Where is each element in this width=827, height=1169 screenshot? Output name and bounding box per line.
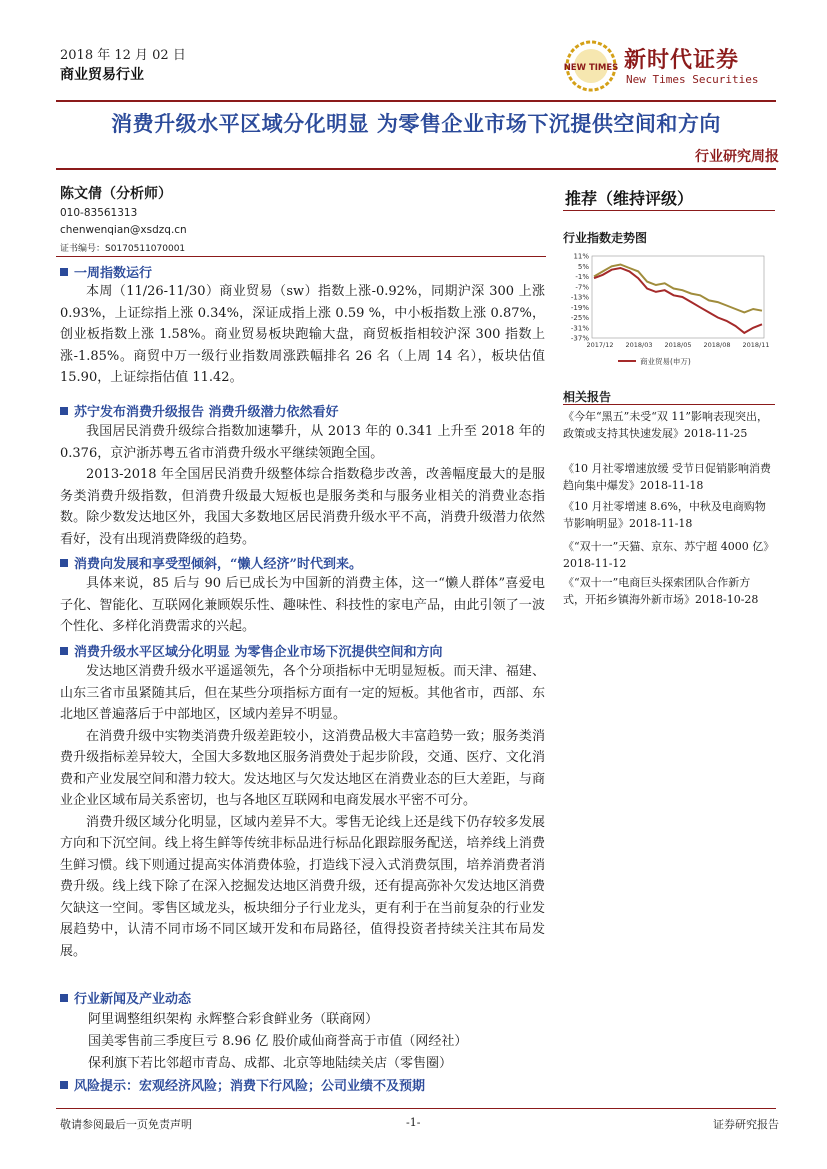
section-body: 具体来说，85 后与 90 后已成长为中国新的消费主体，这一“懒人群体”喜爱电子化、智能化、互联网化兼顾娱乐性、趣味性、科技性的家电产品，由此引领了一波个性化、多样化消费需求的兴起。 (60, 576, 545, 634)
analyst-phone: 010-83561313 (60, 207, 138, 219)
bullet-icon (60, 559, 68, 567)
company-logo (562, 40, 772, 92)
rating-rule (563, 210, 775, 211)
section-body: 发达地区消费升级水平遥遥领先，各个分项指标中无明显短板。而天津、福建、山东三省市虽紧随其后，但在某些分项指标方面有一定的短板。其他省市，西部、东北地区普遍落后于中部地区，区域内差异不明显。 在消费升级中实物类消费升级差距较小，这消费品极大丰富趋势一致；服务类消费升级指标差异较大，全国大多数地区服务消费处于起步阶段，交通、医疗、文化消费和产业发展空间和潜力较大。发达地区与欠发达地区在消费业态的巨大差距，与商业企业区域布局关系密切，也与各地区互联网和电商发展水平密不可分。 消费升级区域分化明显，区域内差异不大。零售无论线上还是线下仍存较多发展方向和下沉空间。线上将生鲜等传统非标品进行标品化跟踪服务配送，培养线上消费生鲜习惯。线下则通过提高实体消费体验，打造线下浸入式消费氛围，培养消费者消费升级。线上线下除了在深入挖掘发达地区消费升级，还有提高弥补欠发达地区消费欠缺这一空间。零售区域龙头，板块细分子行业龙头，更有利于在当前复杂的行业发展趋势中，认清不同市场不同区域开发和布局路径，值得投资者持续关注其布局发展。 (60, 664, 545, 959)
y-tick-label: -37% (570, 334, 589, 343)
bullet-icon (60, 407, 68, 415)
disclaimer-note[interactable]: 敬请参阅最后一页免责声明 (60, 1118, 192, 1131)
section-heading: 行业新闻及产业动态 (60, 988, 191, 1007)
y-tick-label: 5% (577, 262, 589, 271)
bullet-icon (60, 268, 68, 276)
section-body: 本周（11/26-11/30）商业贸易（sw）指数上涨-0.92%，同期沪深 300 上涨 0.93%，上证综指上涨 0.34%，深证成指上涨 0.59 %，中小板指数上涨 0.87%，创业板指数上涨 1.58%。商业贸易板块跑输大盘，商贸板指相较沪深 300 指数上涨-1.85%。商贸中万一级行业指数周涨跌幅排名 26 名（上周 14 名），板块估值 15.90，上证综指估值 11.42。 (60, 284, 545, 385)
section-heading: 消费升级水平区域分化明显 为零售企业市场下沉提供空间和方向 (60, 641, 443, 660)
page-title: 消费升级水平区域分化明显 为零售企业市场下沉提供空间和方向 (111, 111, 721, 136)
section-body: 我国居民消费升级综合指数加速攀升，从 2013 年的 0.341 上升至 2018 年的 0.376，京沪浙苏粤五省市消费升级水平继续领跑全国。 2013-2018 年全国居民消费升级整体综合指数稳步改善，改善幅度最大的是服务类消费升级指数，但消费升级最大短板也是服务类和与服务业相关的消费业态指数。除少数发达地区外，我国大多数地区居民消费升级水平不高，消费升级潜力依然看好，没有出现消费降级的趋势。 (60, 424, 545, 547)
y-tick-label: -31% (570, 324, 589, 333)
related-report[interactable]: 《“双十一”天猫、京东、苏宁超 4000 亿》2018-11-12 (563, 540, 775, 570)
section-heading: 消费向发展和享受型倾斜，“懒人经济”时代到来。 (60, 553, 362, 572)
y-tick-label: -19% (570, 303, 589, 312)
chart-title: 行业指数走势图 (563, 231, 648, 245)
series-line (594, 265, 762, 313)
analyst-rule (56, 256, 546, 257)
related-rule (563, 404, 775, 405)
y-tick-label: -25% (570, 314, 589, 322)
bullet-icon (60, 1081, 68, 1089)
x-tick-label: 2018/08 (703, 341, 731, 349)
x-tick-label: 2018/03 (625, 341, 653, 349)
x-tick-label: 2018/11 (742, 341, 770, 349)
section-heading: 一周指数运行 (60, 262, 152, 281)
related-report[interactable]: 《10 月社零增速放缓 受节日促销影响消费趋向集中爆发》2018-11-18 (563, 462, 771, 492)
related-title: 相关报告 (563, 390, 612, 404)
analyst-name: 陈文倩（分析师） (60, 186, 172, 202)
rating: 推荐（维持评级） (565, 189, 694, 208)
index-chart-svg (560, 250, 772, 368)
logo-cn-text: 新时代证券 (624, 47, 740, 73)
index-chart (560, 250, 772, 368)
x-tick-label: 2017/12 (586, 341, 614, 349)
page-number: -1- (406, 1116, 421, 1129)
bullet-icon (60, 994, 68, 1002)
analyst-cert: 证书编号：S0170511070001 (60, 244, 186, 254)
bullet-icon (60, 647, 68, 655)
related-report[interactable]: 《今年“黑五”未受“双 11”影响表现突出，政策或支持其快速发展》2018-11-25 (563, 410, 768, 440)
related-report[interactable]: 《10 月社零增速 8.6%，中秋及电商购物节影响明显》2018-11-18 (563, 500, 766, 530)
y-tick-label: 11% (573, 252, 589, 261)
series-line (594, 268, 762, 333)
x-tick-label: 2018/05 (664, 341, 692, 349)
y-tick-label: -7% (575, 283, 589, 292)
footer-rule (56, 1108, 776, 1109)
title-rule (56, 168, 776, 170)
footer-doc-type: 证券研究报告 (713, 1118, 779, 1131)
header-rule (56, 100, 776, 102)
risk-warning: 风险提示：宏观经济风险；消费下行风险；公司业绩不及预期 (60, 1075, 425, 1094)
report-type: 行业研究周报 (695, 149, 779, 165)
news-item: 阿里调整组织架构 永辉整合彩食鲜业务（联商网） (88, 1012, 379, 1027)
industry-label: 商业贸易行业 (60, 67, 144, 83)
section-heading: 苏宁发布消费升级报告 消费升级潜力依然看好 (60, 401, 339, 420)
logo-emblem-icon (562, 40, 620, 92)
news-item: 保利旗下若比邻超市青岛、成都、北京等地陆续关店（零售圈） (88, 1056, 453, 1071)
report-date: 2018 年 12 月 02 日 (60, 48, 186, 63)
analyst-email: chenwenqian@xsdzq.cn (60, 224, 187, 236)
news-item: 国美零售前三季度巨亏 8.96 亿 股价咸仙商誉高于市值（网经社） (88, 1034, 468, 1049)
logo-en-text: New Times Securities (626, 73, 759, 86)
y-tick-label: -1% (575, 273, 589, 281)
y-tick-label: -13% (570, 293, 589, 302)
related-report[interactable]: 《“双十一”电商巨头探索团队合作新方式，开拓乡镇海外新市场》2018-10-28 (563, 576, 759, 606)
legend-label: 商业贸易(申万) (640, 357, 691, 366)
logo-mark-text: NEW TIMES (563, 63, 619, 73)
